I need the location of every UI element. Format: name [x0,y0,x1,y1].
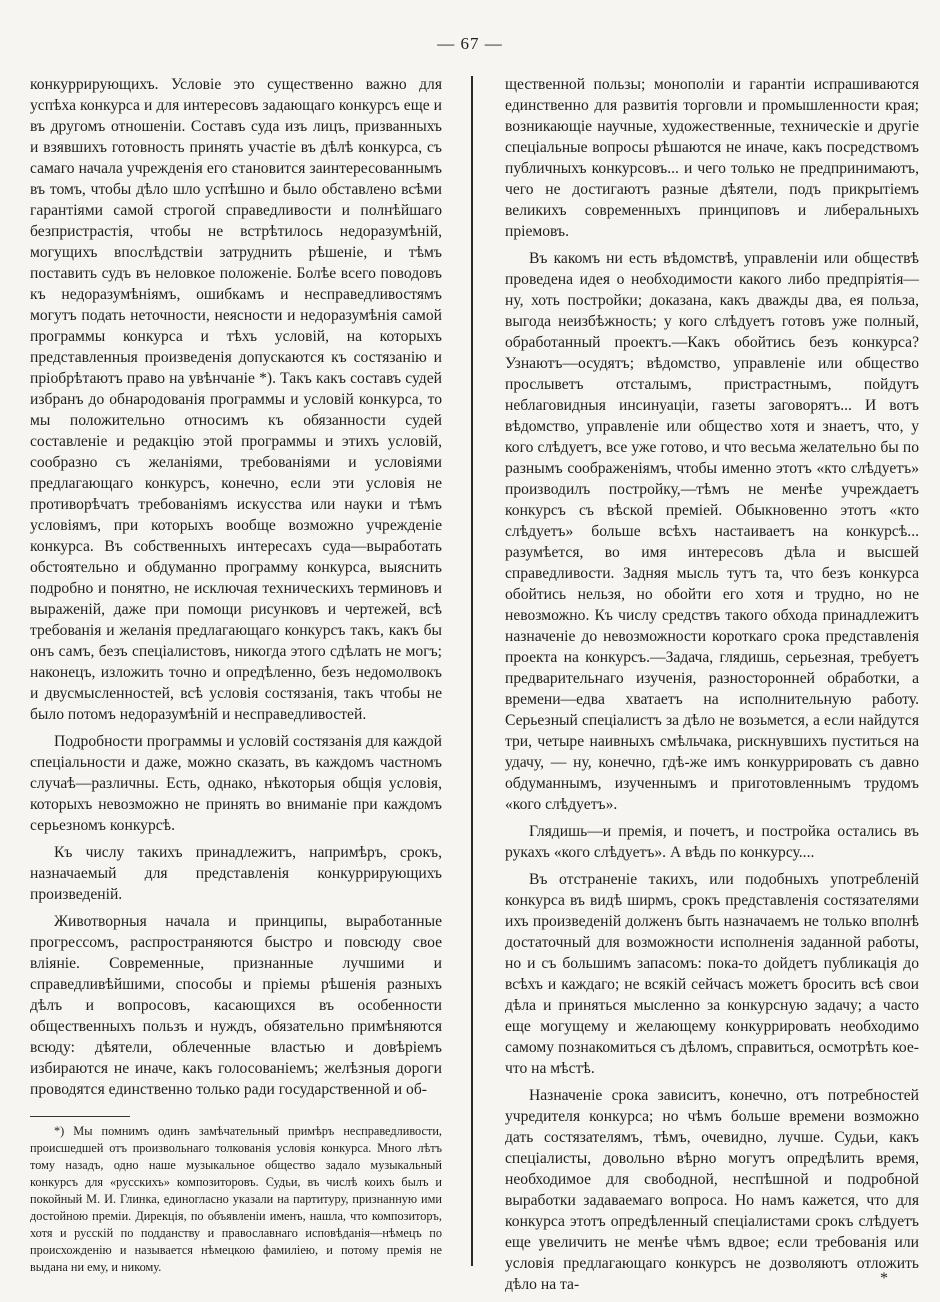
footnote-divider [30,1116,130,1117]
paragraph: Назначеніе срока зависитъ, конечно, отъ потребностей учредителя конкурса; но чѣмъ больше времени возможно дать состязателямъ, тѣмъ, очевидно, лучше. Судьи, какъ спеціалисты, довольно вѣрно могутъ опредѣлить время, необходимое для свободной, неспѣшной и подробной выработки задаваемаго вопроса. Но намъ кажется, что для конкурса этотъ опредѣленный спеціалистами срокъ слѣдуетъ еще увеличить не менѣе чѣмъ вдвое; если требованія или условія предлагающаго конкурсъ не дозволяютъ отложить дѣло на та- [505,1087,919,1293]
paragraph: Животворныя начала и принципы, выработанные прогрессомъ, распространяются быстро и повсюду свое вліяніе. Современные, признанные лучшими и справедливѣйшими, способы и пріемы рѣшенія разныхъ дѣлъ и вопросовъ, касающихся въ особенности общественныхъ пользъ и нуждъ, обязательно примѣняются всюду: дѣятели, облеченные властью и довѣріемъ избираются не иначе, какъ голосованіемъ; желѣзныя дороги проводятся единственно только ради государственной и об- [30,913,442,1098]
signature-mark: * [880,1270,888,1287]
paragraph: Подробности программы и условій состязанія для каждой спеціальности и даже, можно сказать, въ каждомъ частномъ случаѣ—различны. Есть, однако, нѣкоторыя общія условія, которыхъ невозможно не принять во вниманіе при каждомъ серьезномъ конкурсѣ. [30,733,442,834]
paragraph: Въ какомъ ни есть вѣдомствѣ, управленіи или обществѣ проведена идея о необходимости какого либо предпріятія—ну, хоть постройки; доказана, какъ дважды два, ея польза, выгода неизбѣжность; у кого слѣдуетъ готовъ уже полный, обработанный проектъ.—Какъ обойтись безъ конкурса? Узнаютъ—осудятъ; вѣдомство, управленіе или общество прослыветъ отсталымъ, пристрастнымъ, пойдутъ неблаговидныя инсинуаціи, газеты заговорятъ... И вотъ вѣдомство, управленіе или общество хотя и знаетъ, что, у кого слѣдуетъ, все уже готово, и что весьма желательно бы по разнымъ соображеніямъ, чтобы именно этотъ «кто слѣдуетъ» производилъ постройку,—тѣмъ не менѣе учреждаетъ конкурсъ съ вѣской преміей. Обыкновенно этотъ «кто слѣдуетъ» больше всѣхъ настаиваетъ на конкурсѣ... разумѣется, во имя интересовъ дѣла и высшей справедливости. Задняя мысль тутъ та, что безъ конкурса обойтись нельзя, но обойти его хотя и трудно, но не невозможно. Къ числу средствъ такого обхода принадлежитъ назначеніе до невозможности короткаго срока представленія проекта на конкурсъ.—Задача, глядишь, серьезная, требуетъ предварительнаго изученія, разносторонней обработки, а времени—едва хватаетъ на исполнительную работу. Серьезный спеціалистъ за дѣло не возьмется, а если найдутся три, четыре наивныхъ смѣльчака, рискнувшихъ пуститься на удачу, — ну, конечно, гдѣ-же имъ конкуррировать съ давно обдуманнымъ, изученнымъ и приготовленнымъ трудомъ «кого слѣдуетъ». [505,250,919,813]
paragraph: Въ отстраненіе такихъ, или подобныхъ употребленій конкурса въ видѣ ширмъ, срокъ представленія состязателями ихъ произведеній долженъ быть назначаемъ не только вполнѣ достаточный для возможности исполненія заданной работы, но и съ большимъ запасомъ: пока-то дойдетъ публикація до всѣхъ и каждаго; не всякій сейчасъ можетъ бросить всѣ свои дѣла и приняться мысленно за конкурсную задачу; а часто еще могущему и желающему конкуррировать необходимо самому познакомиться съ дѣломъ, справиться, осмотрѣть кое-что на мѣстѣ. [505,871,919,1077]
left-column [30,74,442,1282]
right-column [505,74,919,1301]
page-number: — 67 — [437,34,503,53]
paragraph: Глядишь—и премія, и почетъ, и постройка остались въ рукахъ «кого слѣдуетъ». А вѣдь по конкурсу.... [505,823,919,861]
paragraph: щественной пользы; монополіи и гарантіи испрашиваются единственно для развитія торговли и промышленности края; возникающіе научные, художественные, техническіе и другіе спеціальные вопросы рѣшаются не иначе, какъ посредствомъ публичныхъ конкурсовъ... и чего только не предпринимаютъ, чего не достигаютъ разные дѣятели, подъ прикрытіемъ великихъ современныхъ принциповъ и либеральныхъ пріемовъ. [505,76,919,240]
footnote: *) Мы помнимъ одинъ замѣчательный примѣръ несправедливости, происшедшей отъ произвольнаго толкованія условія конкурса. Много лѣтъ тому назадъ, одно наше музыкальное общество задало музыкальный конкурсъ для «русскихъ» композиторовъ. Судьи, въ числѣ коихъ былъ и покойный М. И. Глинка, единогласно указали на партитуру, признанную ими достойною преміи. Дирекція, по объявленіи именъ, нашла, что композиторъ, хотя и русскій по подданству и православнаго исповѣданія—нѣмецъ по происхожденію и называется нѣмецкою фамиліею, и потому премія не выдана ни ему, и никому. [30,1124,442,1274]
paragraph: Къ числу такихъ принадлежитъ, напримѣръ, срокъ, назначаемый для представленія конкуррирующихъ произведеній. [30,844,442,903]
column-divider [471,76,473,1266]
paragraph: конкуррирующихъ. Условіе это существенно важно для успѣха конкурса и для интересовъ задающаго конкурсъ еще и въ другомъ отношеніи. Составъ суда изъ лицъ, призванныхъ и взявшихъ готовность принять участіе въ дѣлѣ конкурса, съ самаго начала учрежденія его становится заинтересованнымъ въ томъ, чтобы дѣло шло успѣшно и было обставлено всѣми гарантіями самой строгой справедливости и полнѣйшаго безпристрастія, чтобы не встрѣтилось недоразумѣній, могущихъ впослѣдствіи затруднить рѣшеніе, и тѣмъ поставить судъ въ неловкое положеніе. Болѣе всего поводовъ къ недоразумѣніямъ, ошибкамъ и несправедливостямъ могутъ подать неточности, неясности и недоразумѣнія самой программы конкурса и тѣхъ условій, на которыхъ представленныя произведенія допускаются къ состязанію и пріобрѣтаютъ право на увѣнчаніе *). Такъ какъ составъ судей избранъ до обнародованія программы и условій конкурса, то мы положительно относимъ къ обязанности судей составленіе и редакцію этой программы и этихъ условій, сообразно съ желаніями, требованіями и условіями предлагающаго конкурсъ, конечно, если эти условія не противорѣчатъ требованіямъ искусства или науки и тѣмъ условіямъ, при которыхъ вообще возможно учрежденіе конкурса. Въ собственныхъ интересахъ суда—выработать обстоятельно и обдуманно программу конкурса, выяснить подробно и понятно, не исключая техническихъ терминовъ и выраженій, даже при помощи рисунковъ и чертежей, всѣ требованія и желанія предлагающаго конкурсъ такъ, какъ бы онъ самъ, безъ спеціалистовъ, никогда этого сдѣлать не могъ; наконецъ, изложить точно и опредѣленно, безъ недомолвокъ и двусмысленностей, всѣ условія состязанія, такъ чтобы не было потомъ недоразумѣній и несправедливостей. [30,76,442,723]
